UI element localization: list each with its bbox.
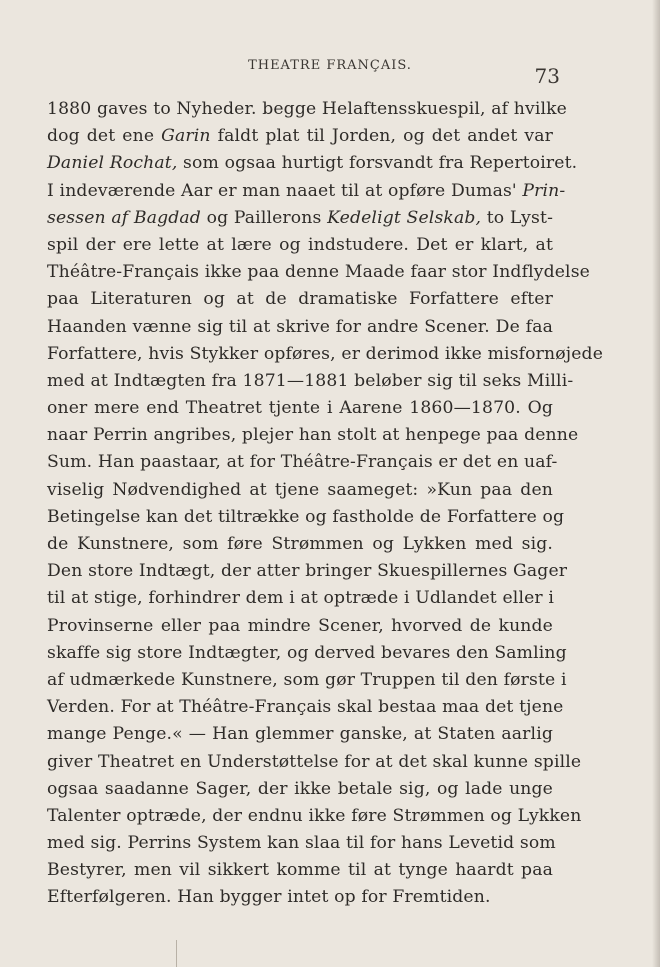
- text-line: [47, 314, 553, 341]
- text-run: Efterfølgeren. Han bygger intet op for Fremtiden.: [47, 887, 491, 908]
- text-run: med sig. Perrins System kan slaa til for hans Levetid som: [47, 833, 556, 854]
- text-line: [47, 449, 558, 476]
- text-run: Bestyrer, men vil sikkert komme til at tynge haardt paa: [47, 860, 553, 881]
- text-run: Talenter optræde, der endnu ikke føre Strømmen og Lykken: [47, 805, 582, 826]
- text-line: [47, 531, 553, 558]
- text-line: [47, 477, 553, 504]
- text-line: [47, 558, 568, 585]
- text-line: [47, 368, 574, 395]
- text-run: de Kunstnere, som føre Strømmen og Lykken med sig.: [47, 534, 553, 554]
- italic-title: Daniel Rochat,: [47, 153, 178, 174]
- text-run: 1880 gaves to Nyheder. begge Helaftensskuespil, af hvilke: [47, 99, 568, 119]
- text-run: faldt plat til Jorden, og det andet var: [210, 126, 553, 147]
- text-run: I indeværende Aar er man naaet til at opføre Dumas': [47, 180, 523, 201]
- italic-title: Kedeligt Selskab,: [327, 207, 482, 228]
- page-number: 73: [534, 64, 560, 88]
- text-run: af udmærkede Kunstnere, som gør Truppen til den første i: [47, 669, 567, 690]
- text-line: [47, 286, 553, 313]
- text-run: og Paillerons: [200, 207, 328, 228]
- text-run: oner mere end Theatret tjente i Aarene 1860—1870. Og: [47, 398, 553, 419]
- text-run: Betingelse kan det tiltrække og fastholde de Forfattere og: [47, 506, 565, 527]
- text-run: spil der ere lette at lære og indstudere. Det er klart, at: [47, 234, 553, 255]
- text-run: ogsaa saadanne Sager, der ikke betale sig, og lade unge: [47, 778, 553, 799]
- text-line: [47, 395, 553, 422]
- text-run: viselig Nødvendighed at tjene saameget: »Kun paa den: [47, 479, 553, 500]
- text-line: [47, 776, 553, 803]
- running-title: THEATRE FRANÇAIS.: [248, 58, 412, 73]
- text-line: [47, 150, 578, 177]
- text-run: Verden. For at Théâtre-Français skal bestaa maa det tjene: [47, 697, 564, 718]
- text-line: [47, 96, 568, 123]
- text-run: med at Indtægten fra 1871—1881 beløber sig til seks Milli-: [47, 370, 574, 391]
- text-line: [47, 341, 604, 368]
- text-line: [47, 613, 553, 640]
- text-run: to Lyst-: [481, 207, 554, 228]
- text-line: [47, 830, 556, 857]
- text-line: [47, 721, 553, 748]
- text-run: Den store Indtægt, der atter bringer Skuespillernes Gager: [47, 561, 568, 582]
- text-run: Forfattere, hvis Stykker opføres, er derimod ikke misfornøjede: [47, 343, 604, 364]
- text-line: [47, 123, 553, 150]
- text-run: naar Perrin angribes, plejer han stolt at henpege paa denne: [47, 425, 579, 446]
- text-run: paa Literaturen og at de dramatiske Forfattere efter: [47, 289, 553, 310]
- text-line: [47, 504, 565, 531]
- text-line: [47, 857, 553, 884]
- text-line: [47, 422, 579, 449]
- text-line: [47, 205, 553, 232]
- text-line: [47, 803, 582, 830]
- text-line: [47, 640, 567, 667]
- text-line: [47, 749, 582, 776]
- page-edge-shadow: [652, 0, 660, 967]
- text-run: til at stige, forhindrer dem i at optræde i Udlandet eller i: [47, 588, 555, 609]
- binding-mark: [176, 940, 177, 967]
- body-text: [47, 96, 604, 912]
- text-line: [47, 694, 564, 721]
- text-line: [47, 884, 553, 911]
- text-line: [47, 232, 553, 259]
- text-run: Sum. Han paastaar, at for Théâtre-Français er det en uaf-: [47, 452, 558, 473]
- text-run: Théâtre-Français ikke paa denne Maade faar stor Indflydelse: [47, 262, 590, 283]
- text-line: [47, 667, 567, 694]
- text-run: Provinserne eller paa mindre Scener, hvorved de kunde: [47, 615, 553, 636]
- italic-title: Garin: [161, 126, 211, 147]
- text-line: [47, 585, 553, 612]
- text-run: giver Theatret en Understøttelse for at det skal kunne spille: [47, 751, 582, 772]
- text-run: som ogsaa hurtigt forsvandt fra Repertoiret.: [177, 153, 578, 174]
- text-line: [47, 259, 590, 286]
- text-line: [47, 178, 566, 205]
- text-run: skaffe sig store Indtægter, og derved bevares den Samling: [47, 642, 567, 663]
- text-run: dog det ene: [47, 126, 162, 147]
- text-run: Haanden vænne sig til at skrive for andre Scener. De faa: [47, 316, 553, 337]
- text-run: mange Penge.« — Han glemmer ganske, at Staten aarlig: [47, 724, 553, 745]
- italic-title: Prin-: [522, 180, 566, 201]
- italic-title: sessen af Bagdad: [47, 207, 201, 228]
